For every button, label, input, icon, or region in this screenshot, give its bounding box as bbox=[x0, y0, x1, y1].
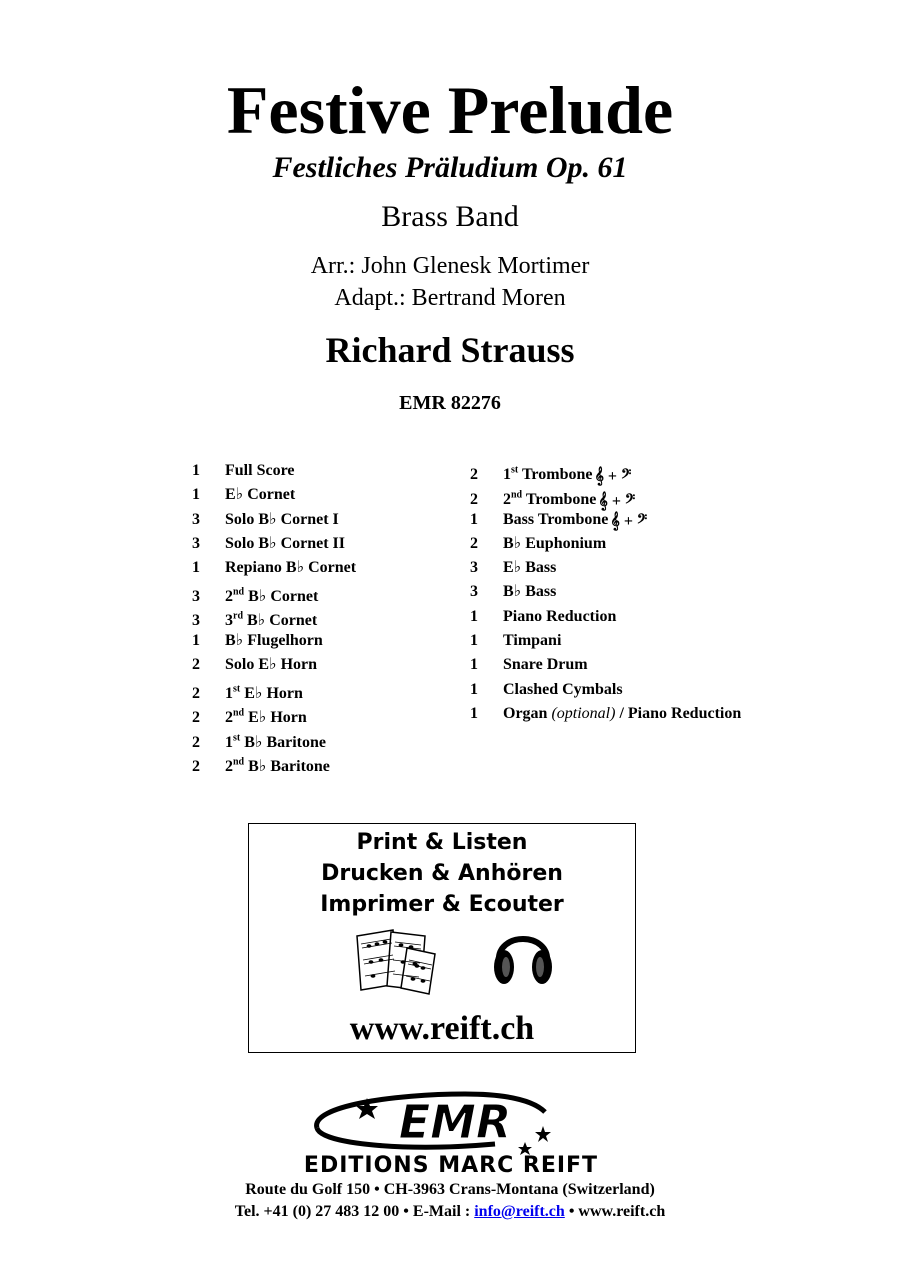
part-name: 2nd Trombone bbox=[503, 489, 597, 508]
catalog-number: EMR 82276 bbox=[399, 392, 501, 414]
part-row bbox=[470, 629, 741, 653]
part-quantity: 1 bbox=[192, 559, 200, 577]
part-row bbox=[192, 483, 356, 507]
part-quantity: 1 bbox=[192, 632, 200, 650]
part-row bbox=[192, 653, 356, 677]
contact-website: • www.reift.ch bbox=[564, 1203, 666, 1220]
part-row bbox=[192, 556, 356, 580]
part-row bbox=[192, 605, 356, 629]
part-optional-note: (optional) bbox=[551, 704, 616, 722]
part-row bbox=[192, 751, 356, 775]
publisher-contact bbox=[0, 1202, 900, 1222]
promo-line-print-listen: Print & Listen bbox=[356, 830, 528, 855]
promo-line-imprimer: Imprimer & Ecouter bbox=[320, 892, 564, 917]
part-name: Organ bbox=[503, 704, 548, 722]
part-name: B♭ Euphonium bbox=[503, 534, 607, 552]
subtitle: Festliches Präludium Op. 61 bbox=[272, 151, 628, 184]
part-row bbox=[192, 532, 356, 556]
part-row bbox=[470, 653, 741, 677]
part-quantity: 3 bbox=[192, 612, 200, 630]
part-row bbox=[192, 726, 356, 750]
part-row bbox=[192, 459, 356, 483]
part-quantity: 1 bbox=[470, 632, 478, 650]
clef-icon: 𝄞 + 𝄢 bbox=[594, 468, 632, 486]
part-quantity: 2 bbox=[192, 757, 200, 775]
part-name: 1st Trombone bbox=[503, 465, 593, 484]
part-quantity: 2 bbox=[192, 656, 200, 674]
page-title: Festive Prelude bbox=[226, 72, 674, 148]
part-name: B♭ Flugelhorn bbox=[225, 632, 323, 650]
part-row bbox=[192, 508, 356, 532]
part-name: Timpani bbox=[503, 632, 562, 650]
part-quantity: 3 bbox=[192, 587, 200, 605]
part-name: Full Score bbox=[225, 462, 295, 479]
part-quantity: 2 bbox=[470, 466, 478, 484]
part-name: Clashed Cymbals bbox=[503, 680, 623, 698]
part-quantity: 2 bbox=[192, 709, 200, 727]
part-row bbox=[470, 508, 741, 532]
part-quantity: 2 bbox=[192, 685, 200, 702]
part-quantity: 1 bbox=[192, 486, 200, 504]
part-alternative: / Piano Reduction bbox=[615, 704, 742, 722]
part-name: 2nd B♭ Cornet bbox=[225, 586, 319, 605]
part-name: 1st B♭ Baritone bbox=[225, 732, 326, 751]
part-name: 3rd B♭ Cornet bbox=[225, 610, 318, 630]
part-row bbox=[192, 702, 356, 726]
part-row bbox=[470, 459, 741, 486]
clef-icon: 𝄞 + 𝄢 bbox=[610, 512, 648, 530]
publisher-address: Route du Golf 150 • CH-3963 Crans-Montana (Switzerland) bbox=[245, 1181, 655, 1198]
part-quantity: 2 bbox=[470, 490, 478, 508]
part-quantity: 1 bbox=[470, 510, 478, 528]
part-name: 1st E♭ Horn bbox=[225, 683, 303, 702]
part-name: Snare Drum bbox=[503, 656, 588, 674]
parts-list-right bbox=[470, 459, 741, 726]
ensemble-label: Brass Band bbox=[381, 200, 519, 233]
part-name: E♭ Bass bbox=[503, 559, 557, 577]
part-quantity: 3 bbox=[192, 510, 200, 528]
sheet-music-icon bbox=[349, 926, 441, 996]
promo-line-drucken: Drucken & Anhören bbox=[321, 861, 563, 886]
part-quantity: 2 bbox=[192, 733, 200, 751]
part-quantity: 1 bbox=[192, 462, 200, 479]
part-row bbox=[470, 483, 741, 510]
part-name: 2nd E♭ Horn bbox=[225, 707, 307, 727]
email-link[interactable]: info@reift.ch bbox=[474, 1203, 565, 1220]
adapter-credit: Adapt.: Bertrand Moren bbox=[334, 285, 566, 311]
part-row bbox=[470, 678, 741, 702]
part-quantity: 1 bbox=[470, 704, 478, 722]
part-row bbox=[192, 678, 356, 702]
arranger-credit: Arr.: John Glenesk Mortimer bbox=[310, 253, 590, 279]
part-quantity: 1 bbox=[470, 607, 478, 625]
part-name: Solo B♭ Cornet II bbox=[225, 534, 345, 552]
part-name: Solo B♭ Cornet I bbox=[225, 510, 339, 528]
print-listen-box bbox=[248, 823, 636, 1053]
part-name: Repiano B♭ Cornet bbox=[225, 559, 357, 577]
part-row bbox=[192, 629, 356, 653]
publisher-name bbox=[255, 1148, 647, 1178]
part-name: E♭ Cornet bbox=[225, 486, 296, 504]
part-quantity: 1 bbox=[470, 656, 478, 674]
part-row bbox=[470, 532, 741, 556]
composer-name: Richard Strauss bbox=[325, 330, 575, 370]
part-quantity: 2 bbox=[470, 534, 478, 552]
part-row bbox=[470, 556, 741, 580]
part-quantity: 3 bbox=[192, 534, 200, 552]
part-name: Piano Reduction bbox=[503, 607, 617, 625]
part-row bbox=[470, 702, 741, 726]
part-quantity: 3 bbox=[470, 559, 478, 577]
part-row bbox=[192, 580, 356, 604]
part-name: Solo E♭ Horn bbox=[225, 656, 318, 674]
part-name: B♭ Bass bbox=[503, 583, 557, 601]
parts-list-left bbox=[192, 459, 356, 775]
headphones-icon bbox=[491, 923, 555, 989]
emr-logo-text: EMR bbox=[398, 1095, 512, 1149]
promo-website[interactable]: www.reift.ch bbox=[349, 1010, 535, 1047]
clef-icon: 𝄞 + 𝄢 bbox=[598, 492, 636, 510]
part-name: Bass Trombone bbox=[503, 510, 609, 528]
part-row bbox=[470, 605, 741, 629]
contact-phone: Tel. +41 (0) 27 483 12 00 • E-Mail : bbox=[234, 1203, 475, 1220]
part-quantity: 3 bbox=[470, 583, 478, 601]
part-row bbox=[470, 580, 741, 604]
publisher-name-text: EDITIONS MARC REIFT bbox=[303, 1153, 599, 1178]
part-name: 2nd B♭ Baritone bbox=[225, 756, 330, 775]
part-quantity: 1 bbox=[470, 680, 478, 698]
